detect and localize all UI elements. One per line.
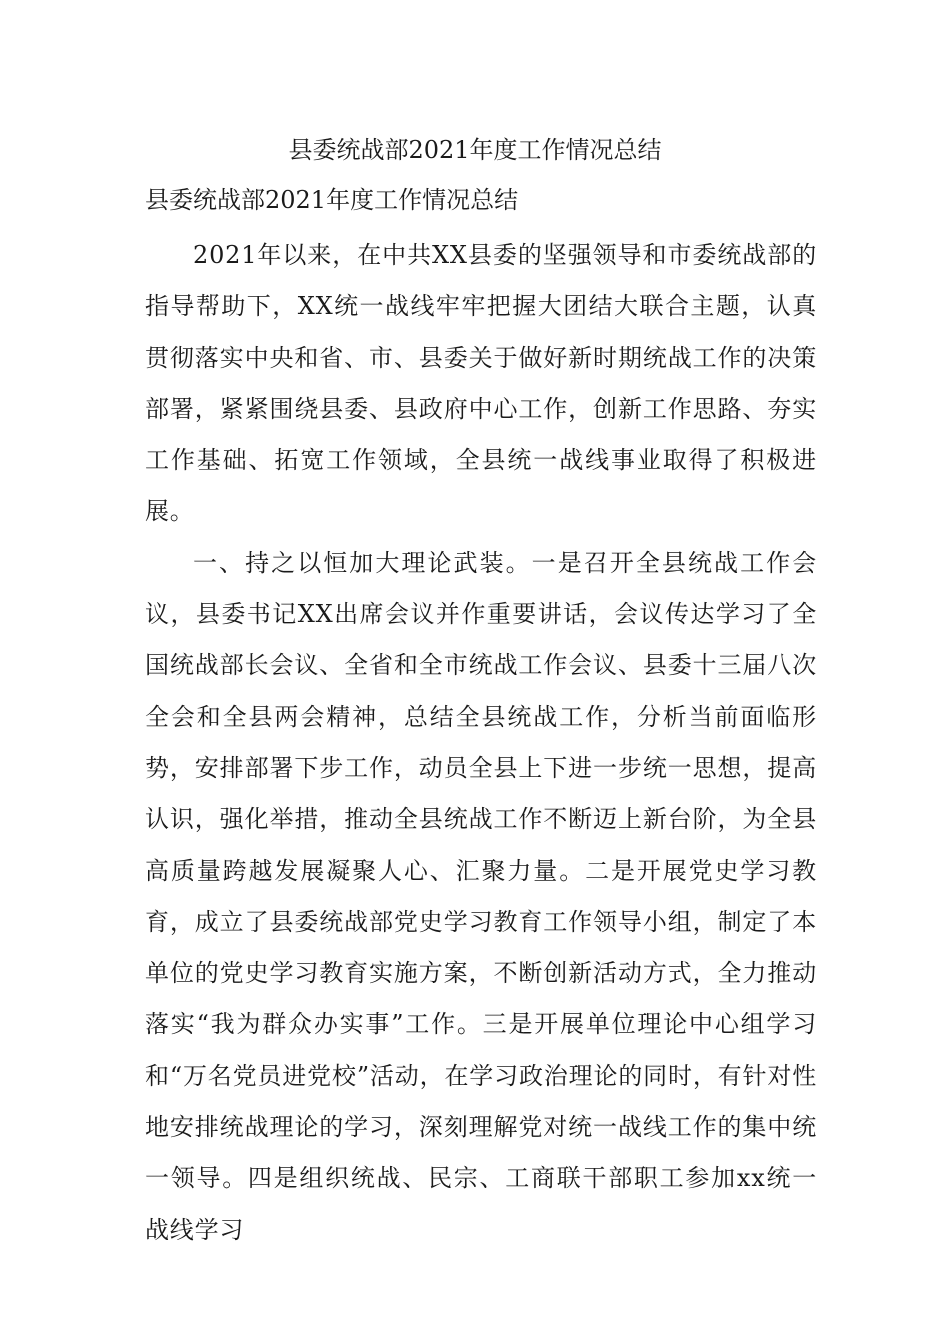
document-title: 县委统战部2021年度工作情况总结 [288,136,662,164]
document-body [145,230,817,1256]
document-subtitle: 县委统战部2021年度工作情况总结 [145,186,519,214]
paragraph-theory-arming: 一、持之以恒加大理论武装。一是召开全县统战工作会议，县委书记XX出席会议并作重要讲话，会议传达学习了全国统战部长会议、全省和全市统战工作会议、县委十三届八次全会和全县两会精神，总结全县统战工作，分析当前面临形势，安排部署下步工作，动员全县上下进一步统一思想，提高认识，强化举措，推动全县统战工作不断迈上新台阶，为全县高质量跨越发展凝聚人心、汇聚力量。二是开展党史学习教育，成立了县委统战部党史学习教育工作领导小组，制定了本单位的党史学习教育实施方案，不断创新活动方式，全力推动落实“我为群众办实事”工作。三是开展单位理论中心组学习和“万名党员进党校”活动，在学习政治理论的同时，有针对性地安排统战理论的学习，深刻理解党对统一战线工作的集中统一领导。四是组织统战、民宗、工商联干部职工参加xx统一战线学习 [145,548,817,1244]
paragraph-intro: 2021年以来，在中共XX县委的坚强领导和市委统战部的指导帮助下，XX统一战线牢牢把握大团结大联合主题，认真贯彻落实中央和省、市、县委关于做好新时期统战工作的决策部署，紧紧围绕县委、县政府中心工作，创新工作思路、夯实工作基础、拓宽工作领域，全县统一战线事业取得了积极进展。 [145,241,817,526]
